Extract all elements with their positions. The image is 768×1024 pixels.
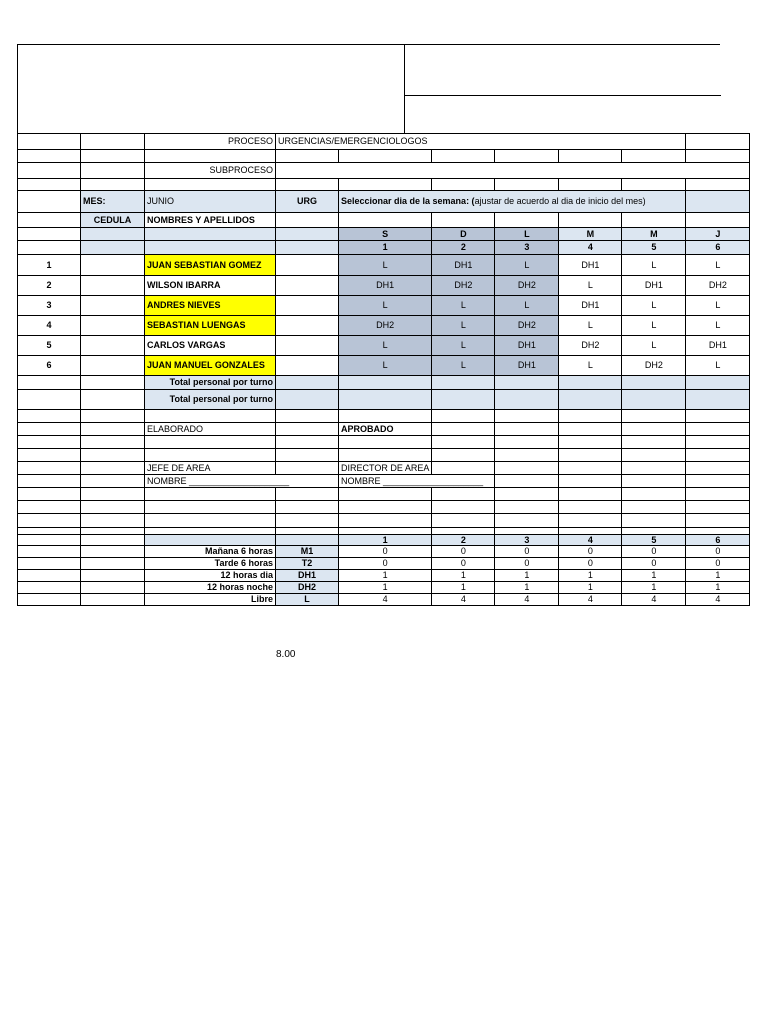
blank-row <box>18 514 750 528</box>
shift-cell[interactable]: L <box>495 255 559 276</box>
staff-number: 3 <box>18 296 81 316</box>
staff-extra-cell <box>276 336 339 356</box>
summary-blank-cell <box>18 570 81 582</box>
day-number-cell: 4 <box>559 241 622 255</box>
summary-blank-cell <box>18 582 81 594</box>
summary-value: 1 <box>495 570 559 582</box>
staff-name: JUAN SEBASTIAN GOMEZ <box>145 255 276 276</box>
summary-blank-cell <box>18 546 81 558</box>
summary-blank-cell <box>18 594 81 606</box>
shift-cell[interactable]: L <box>339 296 432 316</box>
day-number-cell: 6 <box>686 241 750 255</box>
blank-row <box>18 179 750 191</box>
summary-code: L <box>276 594 339 606</box>
shift-cell[interactable]: L <box>432 296 495 316</box>
column-header-row <box>18 213 750 228</box>
summary-label: Libre <box>145 594 276 606</box>
shift-cell[interactable]: L <box>432 316 495 336</box>
cedula-cell[interactable] <box>81 276 145 296</box>
staff-row <box>18 255 750 276</box>
shift-cell[interactable]: DH2 <box>339 316 432 336</box>
shift-cell[interactable]: DH2 <box>686 276 750 296</box>
summary-code: DH1 <box>276 570 339 582</box>
summary-value: 1 <box>559 570 622 582</box>
summary-value: 1 <box>559 582 622 594</box>
summary-value: 4 <box>339 594 432 606</box>
shift-cell[interactable]: L <box>339 356 432 376</box>
names-header: NOMBRES Y APELLIDOS <box>145 213 276 228</box>
staff-extra-cell <box>276 296 339 316</box>
shift-cell[interactable]: L <box>622 336 686 356</box>
shift-cell[interactable]: L <box>432 356 495 376</box>
subproceso-value <box>276 163 750 179</box>
staff-name: JUAN MANUEL GONZALES <box>145 356 276 376</box>
weekday-cell: L <box>495 228 559 241</box>
shift-cell[interactable]: L <box>686 255 750 276</box>
summary-blank-cell <box>81 582 145 594</box>
nombre-left: NOMBRE ____________________ <box>145 475 339 488</box>
summary-value: 0 <box>339 558 432 570</box>
logo-area <box>18 45 405 133</box>
summary-day-number: 3 <box>495 535 559 546</box>
summary-day-number: 2 <box>432 535 495 546</box>
total-label: Total personal por turno <box>145 390 276 410</box>
total-label: Total personal por turno <box>145 376 276 390</box>
summary-value: 0 <box>622 546 686 558</box>
summary-value: 0 <box>622 558 686 570</box>
weekday-cell: S <box>339 228 432 241</box>
staff-number: 1 <box>18 255 81 276</box>
staff-name: ANDRES NIEVES <box>145 296 276 316</box>
summary-row <box>18 582 750 594</box>
shift-cell[interactable]: L <box>495 296 559 316</box>
header-divider <box>404 95 721 96</box>
summary-blank-cell <box>81 594 145 606</box>
shift-cell[interactable]: L <box>339 336 432 356</box>
blank-row <box>18 449 750 462</box>
summary-code: M1 <box>276 546 339 558</box>
summary-blank-cell <box>81 546 145 558</box>
cedula-cell[interactable] <box>81 296 145 316</box>
weekday-cell: M <box>622 228 686 241</box>
shift-cell[interactable]: DH2 <box>495 316 559 336</box>
summary-value: 1 <box>622 582 686 594</box>
role-row <box>18 462 750 475</box>
summary-blank-cell <box>81 570 145 582</box>
staff-extra-cell <box>276 356 339 376</box>
summary-day-number: 6 <box>686 535 750 546</box>
summary-value: 4 <box>495 594 559 606</box>
shift-cell[interactable]: DH1 <box>559 255 622 276</box>
blank-row <box>18 436 750 449</box>
summary-code: DH2 <box>276 582 339 594</box>
mes-label: MES: <box>81 191 145 213</box>
jefe-label: JEFE DE AREA <box>145 462 276 475</box>
summary-day-row <box>18 535 750 546</box>
shift-cell[interactable]: L <box>339 255 432 276</box>
select-day-hint-rest: ajustar de acuerdo al dia de inicio del mes) <box>474 196 646 206</box>
summary-value: 0 <box>432 546 495 558</box>
shift-cell[interactable]: L <box>559 316 622 336</box>
total-row <box>18 376 750 390</box>
summary-row <box>18 594 750 606</box>
proceso-row <box>18 134 750 150</box>
summary-value: 0 <box>432 558 495 570</box>
weekday-cell: M <box>559 228 622 241</box>
summary-value: 4 <box>686 594 750 606</box>
shift-cell[interactable]: L <box>432 336 495 356</box>
urg-label: URG <box>276 191 339 213</box>
summary-value: 1 <box>432 570 495 582</box>
staff-name: CARLOS VARGAS <box>145 336 276 356</box>
select-day-hint-bold: Seleccionar dia de la semana: ( <box>341 196 475 206</box>
total-row <box>18 390 750 410</box>
summary-value: 1 <box>339 582 432 594</box>
staff-name: WILSON IBARRA <box>145 276 276 296</box>
footer-total: 8.00 <box>276 649 296 660</box>
mes-row <box>18 191 750 213</box>
shift-cell[interactable]: DH2 <box>622 356 686 376</box>
summary-value: 1 <box>622 570 686 582</box>
summary-blank-cell <box>81 558 145 570</box>
staff-number: 6 <box>18 356 81 376</box>
weekday-cell: J <box>686 228 750 241</box>
cedula-cell[interactable] <box>81 356 145 376</box>
shift-cell[interactable]: DH1 <box>622 276 686 296</box>
summary-day-number: 1 <box>339 535 432 546</box>
proceso-value: URGENCIAS/EMERGENCIOLOGOS <box>276 134 686 150</box>
summary-value: 4 <box>432 594 495 606</box>
summary-label: 12 horas noche <box>145 582 276 594</box>
shift-cell[interactable]: DH2 <box>432 276 495 296</box>
weekday-cell: D <box>432 228 495 241</box>
summary-day-number: 4 <box>559 535 622 546</box>
staff-number: 2 <box>18 276 81 296</box>
shift-cell[interactable]: L <box>559 356 622 376</box>
blank-row <box>18 528 750 535</box>
summary-row <box>18 546 750 558</box>
shift-cell[interactable]: DH1 <box>559 296 622 316</box>
select-day-hint <box>339 191 686 213</box>
staff-extra-cell <box>276 255 339 276</box>
aprobado-label: APROBADO <box>339 423 432 436</box>
staff-row <box>18 356 750 376</box>
elaborado-label: ELABORADO <box>145 423 276 436</box>
shift-cell[interactable]: L <box>559 276 622 296</box>
shift-cell[interactable]: DH2 <box>495 276 559 296</box>
summary-value: 0 <box>559 546 622 558</box>
shift-cell[interactable]: L <box>622 316 686 336</box>
summary-value: 1 <box>495 582 559 594</box>
weekday-row <box>18 228 750 241</box>
shift-cell[interactable]: L <box>686 356 750 376</box>
shift-cell[interactable]: DH1 <box>495 356 559 376</box>
cedula-header: CEDULA <box>81 213 145 228</box>
day-number-cell: 2 <box>432 241 495 255</box>
summary-value: 4 <box>559 594 622 606</box>
summary-value: 0 <box>495 558 559 570</box>
shift-cell[interactable]: L <box>686 296 750 316</box>
staff-name: SEBASTIAN LUENGAS <box>145 316 276 336</box>
director-label: DIRECTOR DE AREA <box>339 462 432 475</box>
summary-value: 1 <box>686 570 750 582</box>
day-number-cell: 1 <box>339 241 432 255</box>
day-number-cell: 5 <box>622 241 686 255</box>
shift-schedule-table <box>17 133 750 606</box>
staff-extra-cell <box>276 276 339 296</box>
summary-value: 4 <box>622 594 686 606</box>
cedula-cell[interactable] <box>81 316 145 336</box>
summary-row <box>18 558 750 570</box>
day-number-cell: 3 <box>495 241 559 255</box>
day-number-row <box>18 241 750 255</box>
summary-blank-cell <box>18 558 81 570</box>
subproceso-label: SUBPROCESO <box>145 163 276 179</box>
staff-number: 5 <box>18 336 81 356</box>
summary-value: 1 <box>686 582 750 594</box>
shift-cell[interactable]: DH1 <box>495 336 559 356</box>
shift-cell[interactable]: L <box>622 255 686 276</box>
summary-value: 0 <box>686 546 750 558</box>
shift-cell[interactable]: DH1 <box>339 276 432 296</box>
document-header-box <box>17 44 720 133</box>
summary-row <box>18 570 750 582</box>
cedula-cell[interactable] <box>81 336 145 356</box>
blank-row <box>18 501 750 514</box>
summary-value: 0 <box>686 558 750 570</box>
summary-code: T2 <box>276 558 339 570</box>
staff-row <box>18 316 750 336</box>
staff-extra-cell <box>276 316 339 336</box>
nombre-right: NOMBRE ____________________ <box>339 475 495 488</box>
signature-title-row <box>18 423 750 436</box>
nombre-row <box>18 475 750 488</box>
staff-number: 4 <box>18 316 81 336</box>
summary-label: Tarde 6 horas <box>145 558 276 570</box>
subproceso-row <box>18 163 750 179</box>
summary-value: 0 <box>339 546 432 558</box>
summary-value: 1 <box>432 582 495 594</box>
mes-value[interactable]: JUNIO <box>145 191 276 213</box>
staff-row <box>18 276 750 296</box>
schedule-body <box>18 134 750 606</box>
shift-cell[interactable]: L <box>686 316 750 336</box>
summary-value: 1 <box>339 570 432 582</box>
blank-row <box>18 150 750 163</box>
proceso-label: PROCESO <box>145 134 276 150</box>
summary-label: 12 horas dia <box>145 570 276 582</box>
shift-cell[interactable]: DH1 <box>686 336 750 356</box>
blank-row <box>18 410 750 423</box>
staff-row <box>18 336 750 356</box>
summary-value: 0 <box>495 546 559 558</box>
shift-cell[interactable]: DH1 <box>432 255 495 276</box>
shift-cell[interactable]: L <box>622 296 686 316</box>
cedula-cell[interactable] <box>81 255 145 276</box>
summary-value: 0 <box>559 558 622 570</box>
staff-row <box>18 296 750 316</box>
summary-label: Mañana 6 horas <box>145 546 276 558</box>
shift-cell[interactable]: DH2 <box>559 336 622 356</box>
blank-row <box>18 488 750 501</box>
summary-day-number: 5 <box>622 535 686 546</box>
